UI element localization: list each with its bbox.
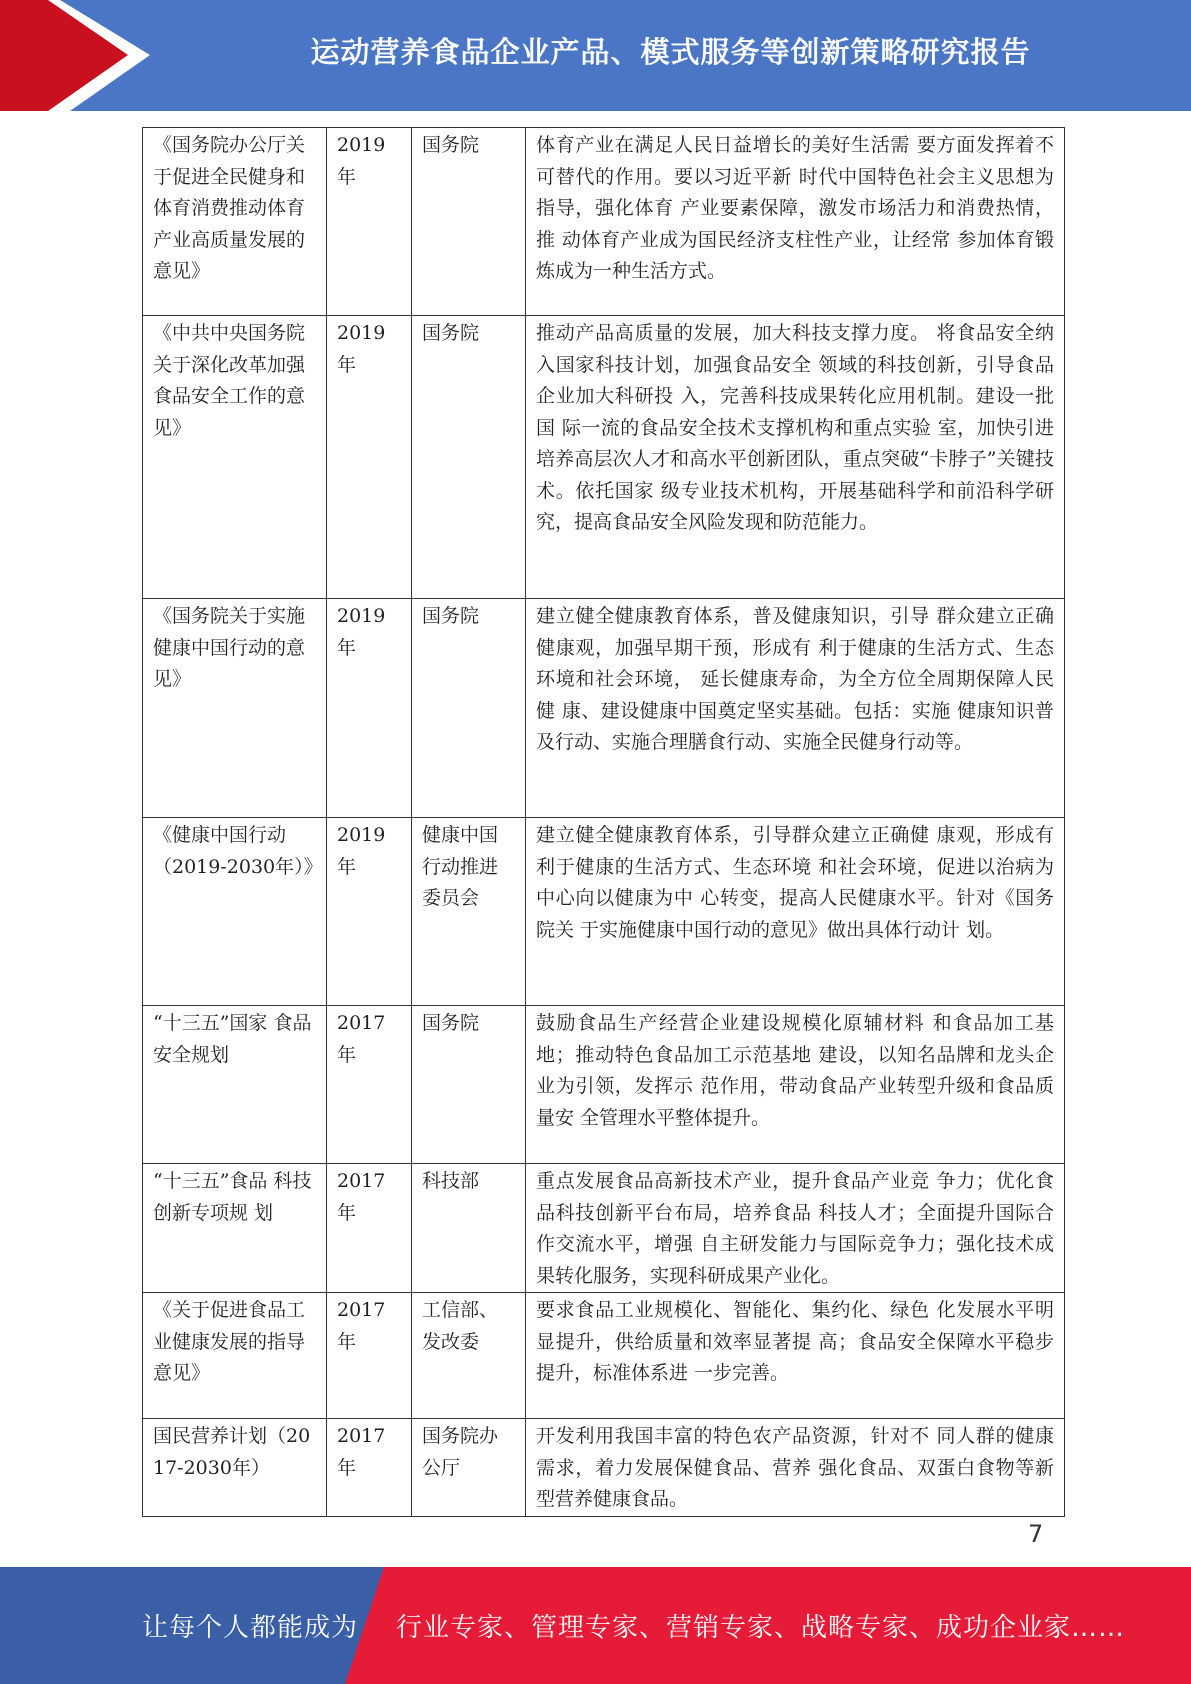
policy-name-cell: 《关于促进食品工业健康发展的指导意见》 [143,1293,327,1419]
policy-name-cell: “十三五”食品 科技创新专项规 划 [143,1164,327,1293]
policy-description-cell: 推动产品高质量的发展，加大科技支撑力度。 将食品安全纳入国家科技计划，加强食品安全 领域的科技创新，引导食品企业加大科研投 入，完善科技成果转化应用机制。建设一批国 际一流的食品安全技术支撑机构和重点实验 室，加快引进培养高层次人才和高水平创新团队，重点突破“卡脖子”关键技术。依托国家 级专业技术机构，开展基础科学和前沿科学研 究，提高食品安全风险发现和防范能力。 [526,316,1065,599]
report-title: 运动营养食品企业产品、模式服务等创新策略研究报告 [310,34,1031,69]
policy-description-cell: 建立健全健康教育体系，普及健康知识，引导 群众建立正确健康观，加强早期干预，形成有 利于健康的生活方式、生态环境和社会环境， 延长健康寿命，为全方位全周期保障人民健 康、建设健康中国奠定坚实基础。包括：实施 健康知识普及行动、实施合理膳食行动、实施全民健身行动等。 [526,599,1065,818]
table-row [143,1006,1065,1164]
policy-issuer-cell: 健康中国行动推进委员会 [412,818,526,1006]
policy-issuer-cell: 国务院 [412,128,526,316]
policy-issuer-cell: 国务院 [412,1006,526,1164]
policy-year-cell: 2017年 [327,1006,412,1164]
page-number: 7 [1028,1520,1044,1548]
table-row [143,818,1065,1006]
policy-description-cell: 要求食品工业规模化、智能化、集约化、绿色 化发展水平明显提升，供给质量和效率显著提 高；食品安全保障水平稳步提升，标准体系进 一步完善。 [526,1293,1065,1419]
policy-table [142,127,1065,1517]
policy-issuer-cell: 科技部 [412,1164,526,1293]
page-footer [0,1567,1191,1684]
policy-description-cell: 重点发展食品高新技术产业，提升食品产业竞 争力；优化食品科技创新平台布局，培养食品 科技人才；全面提升国际合作交流水平，增强 自主研发能力与国际竞争力；强化技术成果转化服务，实现科研成果产业化。 [526,1164,1065,1293]
policy-name-cell: 《中共中央国务院关于深化改革加强食品安全工作的意见》 [143,316,327,599]
policy-issuer-cell: 国务院 [412,316,526,599]
table-row [143,128,1065,316]
policy-description-cell: 开发利用我国丰富的特色农产品资源，针对不 同人群的健康需求，着力发展保健食品、营养 强化食品、双蛋白食物等新型营养健康食品。 [526,1419,1065,1517]
policy-year-cell: 2019年 [327,128,412,316]
footer-slogan-right: 行业专家、管理专家、营销专家、战略专家、成功企业家…… [396,1613,1126,1643]
policy-year-cell: 2017年 [327,1293,412,1419]
policy-name-cell: 《国务院关于实施健康中国行动的意见》 [143,599,327,818]
policy-year-cell: 2019年 [327,599,412,818]
page-header [0,0,1191,111]
table-row [143,599,1065,818]
policy-description-cell: 建立健全健康教育体系，引导群众建立正确健 康观，形成有利于健康的生活方式、生态环境 和社会环境，促进以治病为中心向以健康为中 心转变，提高人民健康水平。针对《国务院关 于实施健康中国行动的意见》做出具体行动计 划。 [526,818,1065,1006]
table-row [143,1293,1065,1419]
policy-issuer-cell: 工信部、发改委 [412,1293,526,1419]
policy-issuer-cell: 国务院 [412,599,526,818]
policy-year-cell: 2019年 [327,316,412,599]
policy-name-cell: 《健康中国行动（2019-2030年）》 [143,818,327,1006]
table-row [143,1164,1065,1293]
policy-name-cell: 国民营养计划（2017-2030年） [143,1419,327,1517]
policy-year-cell: 2017年 [327,1164,412,1293]
header-arrow-icon [0,0,160,111]
table-row [143,1419,1065,1517]
policy-issuer-cell: 国务院办公厅 [412,1419,526,1517]
table-row [143,316,1065,599]
policy-year-cell: 2019年 [327,818,412,1006]
footer-slogan-left: 让每个人都能成为 [142,1613,359,1643]
policy-name-cell: 《国务院办公厅关于促进全民健身和体育消费推动体育产业高质量发展的意见》 [143,128,327,316]
policy-description-cell: 体育产业在满足人民日益增长的美好生活需 要方面发挥着不可替代的作用。要以习近平新 时代中国特色社会主义思想为指导，强化体育 产业要素保障，激发市场活力和消费热情，推 动体育产业成为国民经济支柱性产业，让经常 参加体育锻炼成为一种生活方式。 [526,128,1065,316]
policy-name-cell: “十三五”国家 食品安全规划 [143,1006,327,1164]
policy-description-cell: 鼓励食品生产经营企业建设规模化原辅材料 和食品加工基地；推动特色食品加工示范基地 建设，以知名品牌和龙头企业为引领，发挥示 范作用，带动食品产业转型升级和食品质量安 全管理水平整体提升。 [526,1006,1065,1164]
policy-year-cell: 2017年 [327,1419,412,1517]
